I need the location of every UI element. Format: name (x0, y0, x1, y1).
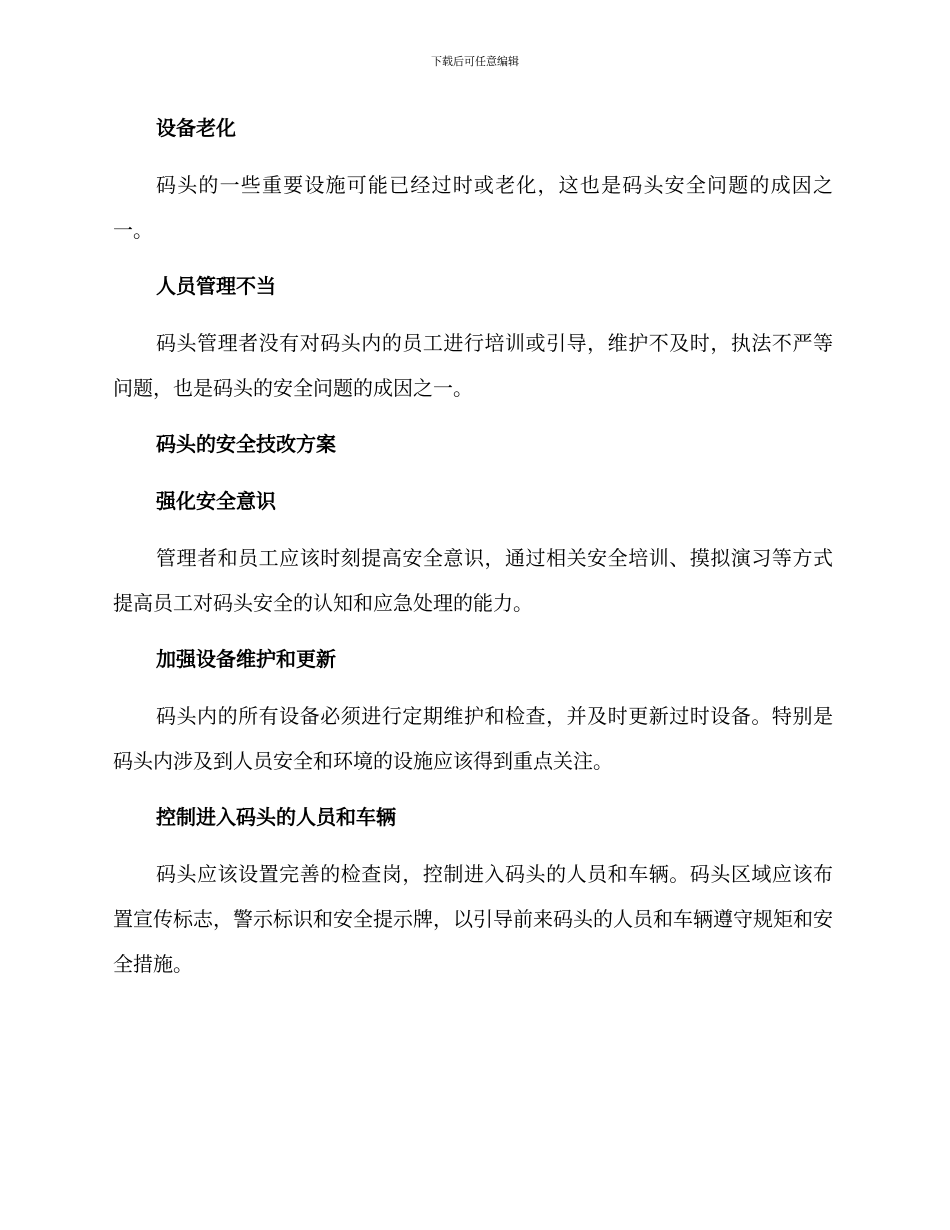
section-heading: 设备老化 (156, 116, 236, 140)
section-heading: 加强设备维护和更新 (156, 647, 336, 671)
section-heading: 码头的安全技改方案 (156, 432, 336, 456)
page-header: 下载后可任意编辑 (431, 55, 519, 68)
paragraph: 码头管理者没有对码头内的员工进行培训或引导，维护不及时，执法不严等问题，也是码头的安全问题的成因之一。 (113, 331, 833, 400)
paragraph: 码头内的所有设备必须进行定期维护和检查，并及时更新过时设备。特别是码头内涉及到人员安全和环境的设施应该得到重点关注。 (113, 704, 833, 773)
paragraph: 管理者和员工应该时刻提高安全意识，通过相关安全培训、摸拟演习等方式提高员工对码头安全的认知和应急处理的能力。 (113, 546, 833, 615)
section-heading: 控制进入码头的人员和车辆 (156, 805, 396, 829)
paragraph: 码头的一些重要设施可能已经过时或老化，这也是码头安全问题的成因之一。 (113, 173, 833, 242)
paragraph: 码头应该设置完善的检查岗，控制进入码头的人员和车辆。码头区域应该布置宣传标志，警示标识和安全提示牌，以引导前来码头的人员和车辆遵守规矩和安全措施。 (113, 862, 833, 976)
document-body (113, 110, 833, 1002)
section-heading: 人员管理不当 (156, 274, 276, 298)
section-heading: 强化安全意识 (156, 489, 276, 513)
